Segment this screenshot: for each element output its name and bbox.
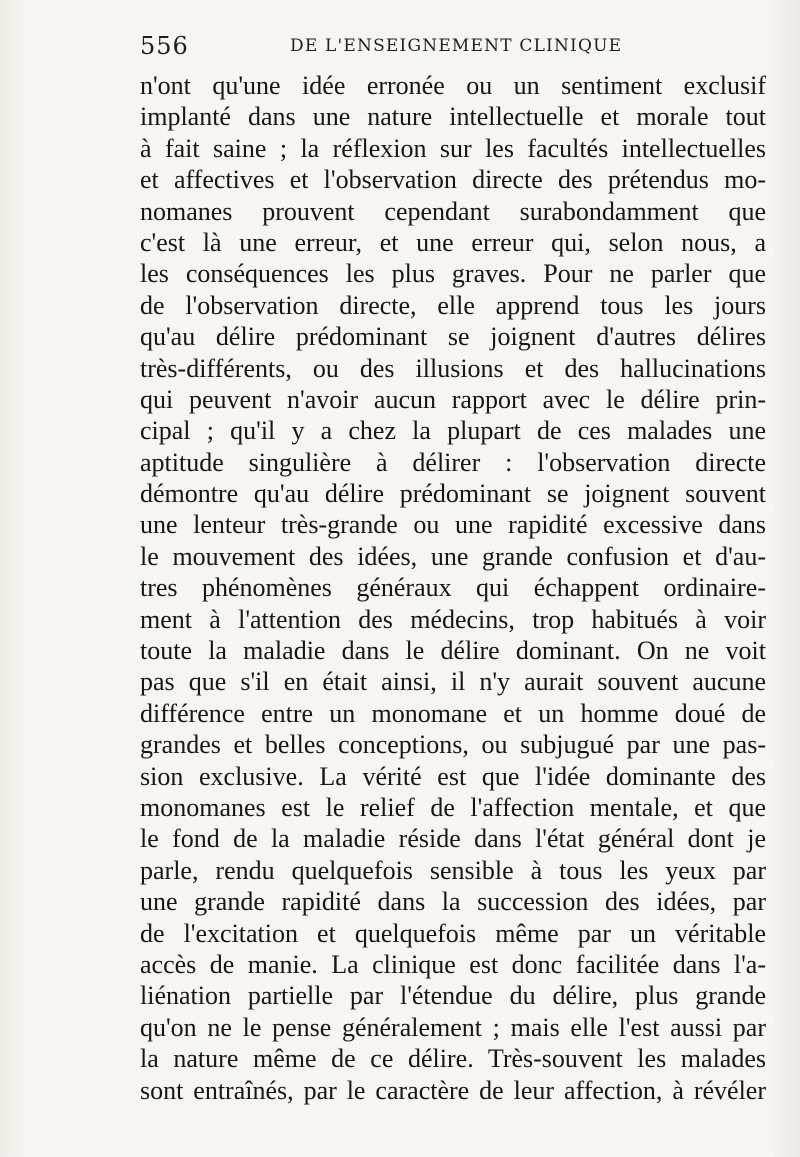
text-line: n'ont qu'une idée erronée ou un sentiment exclusif bbox=[140, 71, 766, 100]
text-line: sion exclusive. La vérité est que l'idée dominante des bbox=[140, 761, 766, 791]
text-line: cipal ; qu'il y a chez la plupart de ces malades une bbox=[140, 416, 766, 446]
text-line: de l'observation directe, elle apprend tous les jours bbox=[140, 290, 766, 320]
text-line: le fond de la maladie réside dans l'état général dont je bbox=[140, 824, 766, 854]
text-line: implanté dans une nature intellectuelle et morale tout bbox=[140, 102, 766, 132]
page-number: 556 bbox=[140, 32, 189, 60]
text-line: et affectives et l'observation directe des prétendus mo- bbox=[140, 165, 766, 195]
text-line: le mouvement des idées, une grande confusion et d'au- bbox=[140, 541, 766, 571]
text-line: monomanes est le relief de l'affection mentale, et que bbox=[140, 792, 766, 822]
text-line: aptitude singulière à délirer : l'observation directe bbox=[140, 447, 766, 477]
text-line: accès de manie. La clinique est donc facilitée dans l'a- bbox=[140, 949, 766, 979]
page-header bbox=[140, 30, 768, 64]
text-line: pas que s'il en était ainsi, il n'y aurait souvent aucune bbox=[140, 667, 766, 697]
text-line: ment à l'attention des médecins, trop habitués à voir bbox=[140, 604, 766, 634]
text-line: toute la maladie dans le délire dominant. On ne voit bbox=[140, 636, 766, 666]
text-line: une lenteur très-grande ou une rapidité excessive dans bbox=[140, 510, 766, 540]
text-line: nomanes prouvent cependant surabondamment que bbox=[140, 196, 766, 226]
running-title: DE L'ENSEIGNEMENT CLINIQUE bbox=[290, 36, 623, 56]
text-line: la nature même de ce délire. Très-souvent les malades bbox=[140, 1044, 766, 1074]
text-line: parle, rendu quelquefois sensible à tous les yeux par bbox=[140, 855, 766, 885]
text-line: grandes et belles conceptions, ou subjugué par une pas- bbox=[140, 730, 766, 760]
text-line: démontre qu'au délire prédominant se joignent souvent bbox=[140, 479, 766, 509]
text-line: différence entre un monomane et un homme doué de bbox=[140, 698, 766, 728]
text-line: très-différents, ou des illusions et des hallucinations bbox=[140, 353, 766, 383]
text-line: sont entraînés, par le caractère de leur affection, à révéler bbox=[140, 1075, 766, 1105]
text-line: tres phénomènes généraux qui échappent ordinaire- bbox=[140, 573, 766, 603]
text-line: liénation partielle par l'étendue du délire, plus grande bbox=[140, 981, 766, 1011]
body-text bbox=[140, 70, 766, 1106]
text-line: c'est là une erreur, et une erreur qui, selon nous, a bbox=[140, 227, 766, 257]
text-line: les conséquences les plus graves. Pour ne parler que bbox=[140, 259, 766, 289]
text-line: à fait saine ; la réflexion sur les facultés intellectuelles bbox=[140, 133, 766, 163]
text-line: qu'on ne le pense généralement ; mais elle l'est aussi par bbox=[140, 1012, 766, 1042]
text-line: de l'excitation et quelquefois même par un véritable bbox=[140, 918, 766, 948]
text-line: qu'au délire prédominant se joignent d'autres délires bbox=[140, 322, 766, 352]
text-line: qui peuvent n'avoir aucun rapport avec le délire prin- bbox=[140, 384, 766, 414]
text-line: une grande rapidité dans la succession des idées, par bbox=[140, 887, 766, 917]
